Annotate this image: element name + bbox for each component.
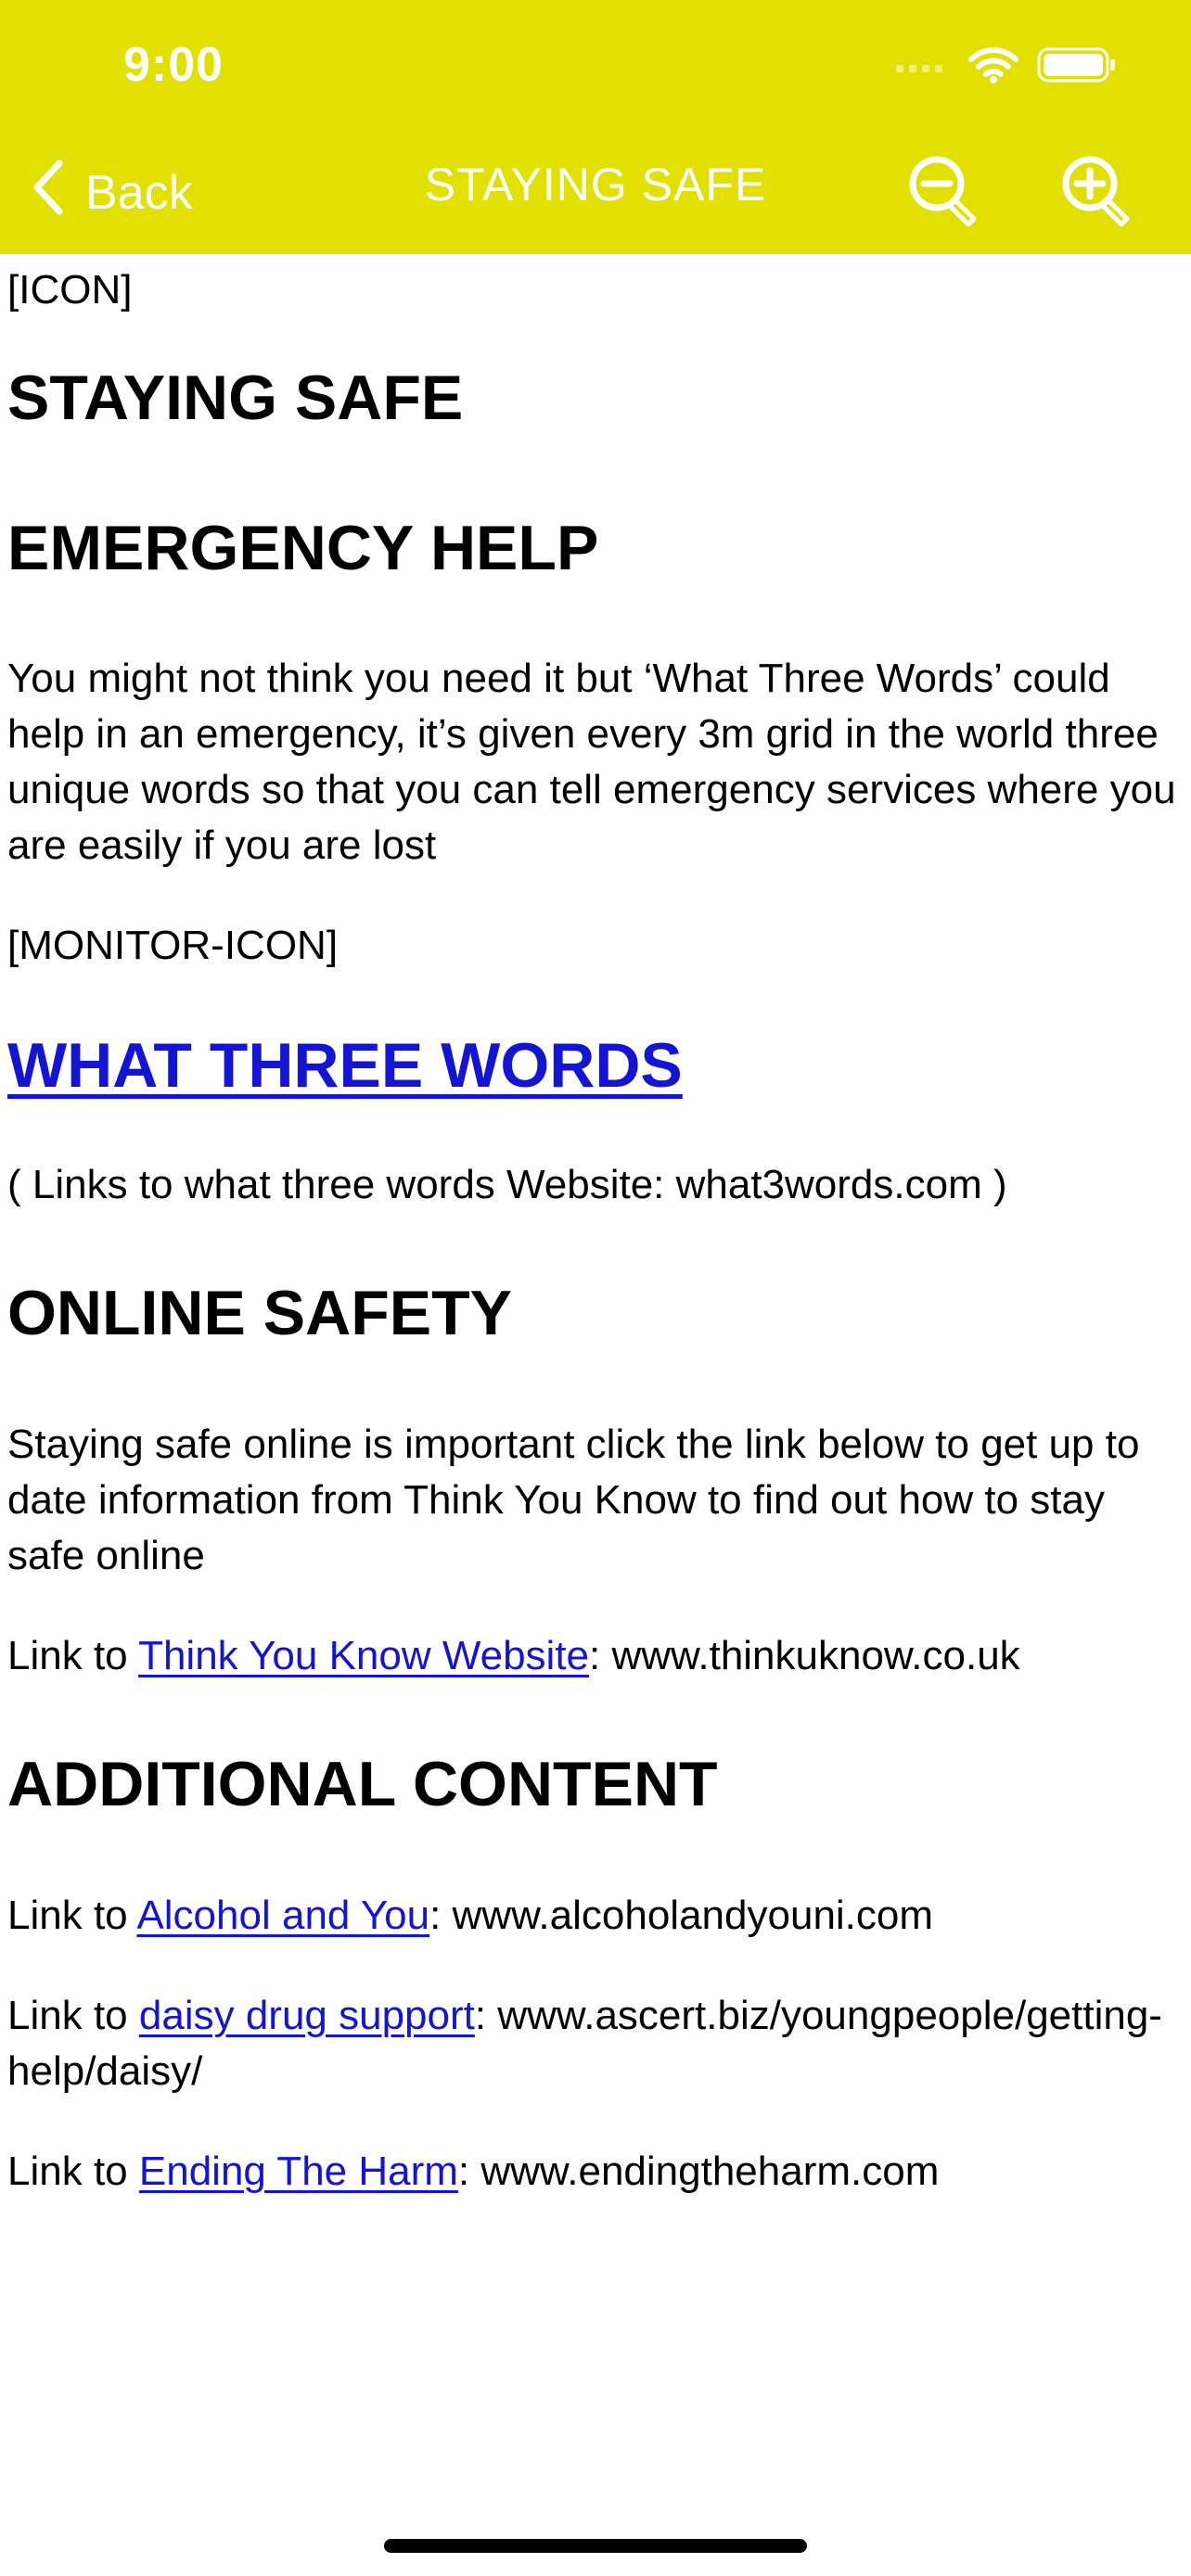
emergency-heading: EMERGENCY HELP xyxy=(7,512,599,583)
link-suffix: : www.endingtheharm.com xyxy=(457,2148,940,2194)
link-suffix: : www.ascert.biz/youngpeople/getting-help/daisy/ xyxy=(7,1992,1162,2094)
list-item xyxy=(7,1888,1184,1944)
list-item xyxy=(7,2144,1184,2200)
ending-the-harm-link[interactable]: Ending The Harm xyxy=(138,2148,458,2194)
emergency-paragraph: You might not think you need it but ‘What Three Words’ could help in an emergency, it’s given every 3m grid in the world three unique words so that you can tell emergency services where you are easily if you are lost xyxy=(7,656,1176,869)
what-three-words-link[interactable]: WHAT THREE WORDS xyxy=(7,1030,683,1102)
chevron-left-icon xyxy=(32,159,65,227)
zoom-out-button[interactable] xyxy=(907,154,985,232)
icon-placeholder: [ICON] xyxy=(7,267,133,312)
link-prefix: Link to xyxy=(7,1992,139,2038)
additional-content-heading: ADDITIONAL CONTENT xyxy=(7,1748,718,1819)
link-prefix: Link to xyxy=(7,1632,139,1678)
online-safety-heading: ONLINE SAFETY xyxy=(7,1278,513,1349)
page-heading: STAYING SAFE xyxy=(7,363,464,434)
daisy-drug-support-link[interactable]: daisy drug support xyxy=(138,1992,475,2038)
signal-icon xyxy=(894,56,950,79)
wifi-icon xyxy=(968,46,1018,88)
battery-icon xyxy=(1037,46,1117,88)
status-indicators xyxy=(894,45,1117,89)
top-bar xyxy=(0,0,1191,254)
home-indicator xyxy=(384,2539,807,2553)
monitor-icon-placeholder: [MONITOR-ICON] xyxy=(7,923,339,969)
status-time: 9:00 xyxy=(123,38,224,92)
link-suffix: : www.alcoholandyouni.com xyxy=(429,1892,934,1938)
link-prefix: Link to xyxy=(7,2148,139,2194)
back-button[interactable] xyxy=(32,156,193,230)
link-suffix: : www.thinkuknow.co.uk xyxy=(589,1632,1020,1678)
zoom-in-icon xyxy=(1060,220,1138,236)
page-content xyxy=(7,254,1184,2200)
think-you-know-line xyxy=(7,1628,1184,1684)
link-prefix: Link to xyxy=(7,1892,137,1938)
nav-title: STAYING SAFE xyxy=(424,159,767,210)
alcohol-and-you-link[interactable]: Alcohol and You xyxy=(136,1892,430,1938)
back-label: Back xyxy=(85,166,193,220)
online-safety-paragraph: Staying safe online is important click the link below to get up to date information from Think You Know to find out how to stay safe online xyxy=(7,1421,1140,1578)
list-item xyxy=(7,1988,1184,2099)
zoom-out-icon xyxy=(907,220,985,236)
think-you-know-link[interactable]: Think You Know Website xyxy=(138,1632,590,1678)
zoom-in-button[interactable] xyxy=(1060,154,1138,232)
what-three-words-note: ( Links to what three words Website: what3words.com ) xyxy=(7,1162,1007,1208)
